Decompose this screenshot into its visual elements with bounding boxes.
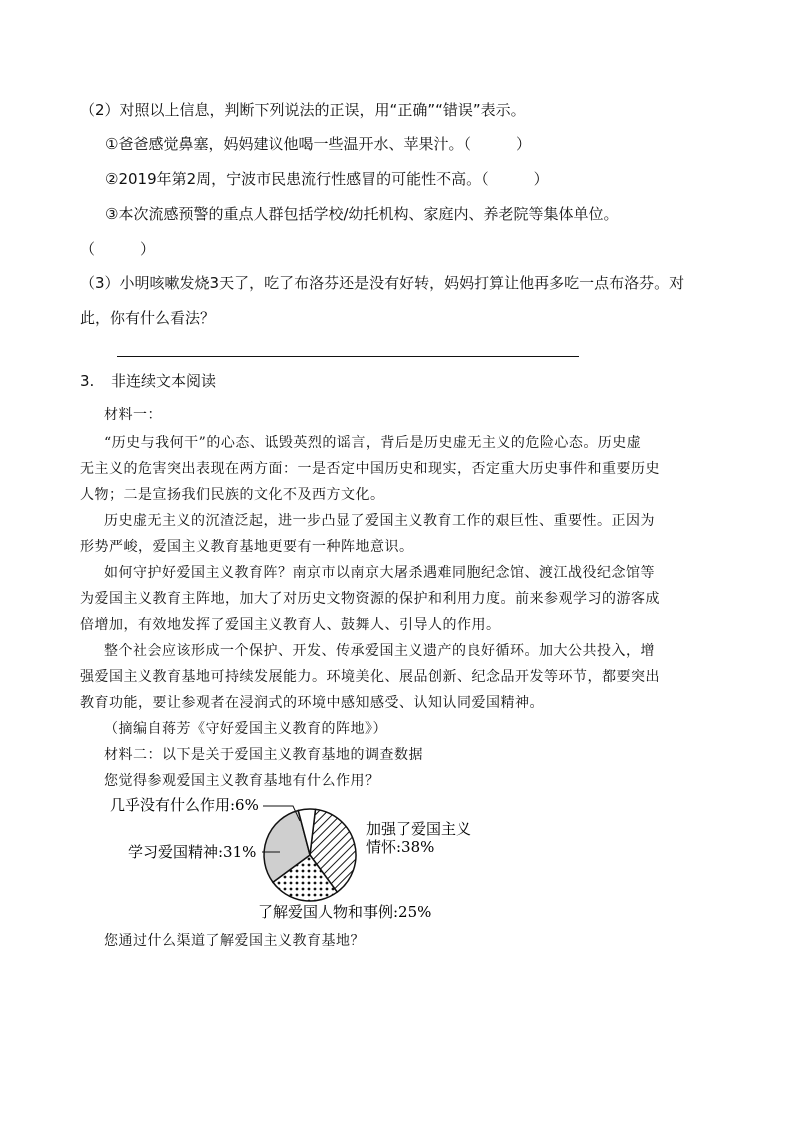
m1-p1-line-1: “历史与我何干”的心态、诋毁英烈的谣言，背后是历史虚无主义的危险心态。历史虚 [104,435,642,451]
q3-line-1: （3）小明咳嗽发烧3天了，吃了布洛芬还是没有好转，妈妈打算让他再多吃一点布洛芬。对 [80,274,685,292]
m1-p3-line-3: 倍增加，有效地发挥了爱国主义教育人、鼓舞人、引导人的作用。 [80,617,501,633]
pie-label-c: 学习爱国精神:31% [128,843,257,861]
survey-question-1: 您觉得参观爱国主义教育基地有什么作用？ [104,773,380,789]
m1-p1-line-2: 无主义的危害突出表现在两方面：一是否定中国历史和现实，否定重大历史事件和重要历史 [80,461,660,477]
m1-p2-line-1: 历史虚无主义的沉渣泛起，进一步凸显了爱国主义教育工作的艰巨性、重要性。正因为 [104,513,655,529]
pie-label-d: 几乎没有什么作用:6% [110,796,259,814]
m1-p4-line-2: 强爱国主义教育基地可持续发展能力。环境美化、展品创新、纪念品开发等环节，都要突出 [80,669,660,685]
m1-p4-line-1: 整个社会应该形成一个保护、开发、传承爱国主义遗产的良好循环。加大公共投入，增 [104,643,655,659]
q3-line-2: 此，你有什么看法？ [80,309,216,327]
material-1-label: 材料一： [104,407,162,423]
pie-label-b: 了解爱国人物和事例:25% [258,903,432,921]
q2-item-3: ③本次流感预警的重点人群包括学校/幼托机构、家庭内、养老院等集体单位。 [105,205,619,223]
m1-p3-line-2: 为爱国主义教育主阵地，加大了对历史文物资源的保护和利用力度。前来参观学习的游客成 [80,591,660,607]
material-1-source: （摘编自蒋芳《守好爱国主义教育的阵地》） [104,721,387,737]
material-2-label: 材料二：以下是关于爱国主义教育基地的调查数据 [104,747,423,763]
q2-item-3-answer-paren: （ ） [80,240,156,258]
section-number: 3. [80,372,95,390]
pie-chart [0,790,794,930]
answer-line [117,356,579,357]
m1-p2-line-2: 形势严峻，爱国主义教育基地更要有一种阵地意识。 [80,539,414,555]
section-title: 非连续文本阅读 [111,372,217,390]
survey-question-2: 您通过什么渠道了解爱国主义教育基地？ [104,933,365,949]
pie-label-a-line-1: 加强了爱国主义 [366,820,472,838]
q2-item-1: ①爸爸感觉鼻塞，妈妈建议他喝一些温开水、苹果汁。（ ） [105,135,531,153]
m1-p4-line-3: 教育功能，要让参观者在浸润式的环境中感知感受、认知认同爱国精神。 [80,695,544,711]
q2-stem: （2）对照以上信息，判断下列说法的正误，用“正确”“错误”表示。 [80,101,526,119]
q2-item-2: ②2019年第2周，宁波市民患流行性感冒的可能性不高。（ ） [105,170,549,188]
pie-label-a-line-2: 情怀:38% [366,838,435,856]
m1-p1-line-3: 人物；二是宣扬我们民族的文化不及西方文化。 [80,487,385,503]
m1-p3-line-1: 如何守护好爱国主义教育阵？南京市以南京大屠杀遇难同胞纪念馆、渡江战役纪念馆等 [104,565,655,581]
